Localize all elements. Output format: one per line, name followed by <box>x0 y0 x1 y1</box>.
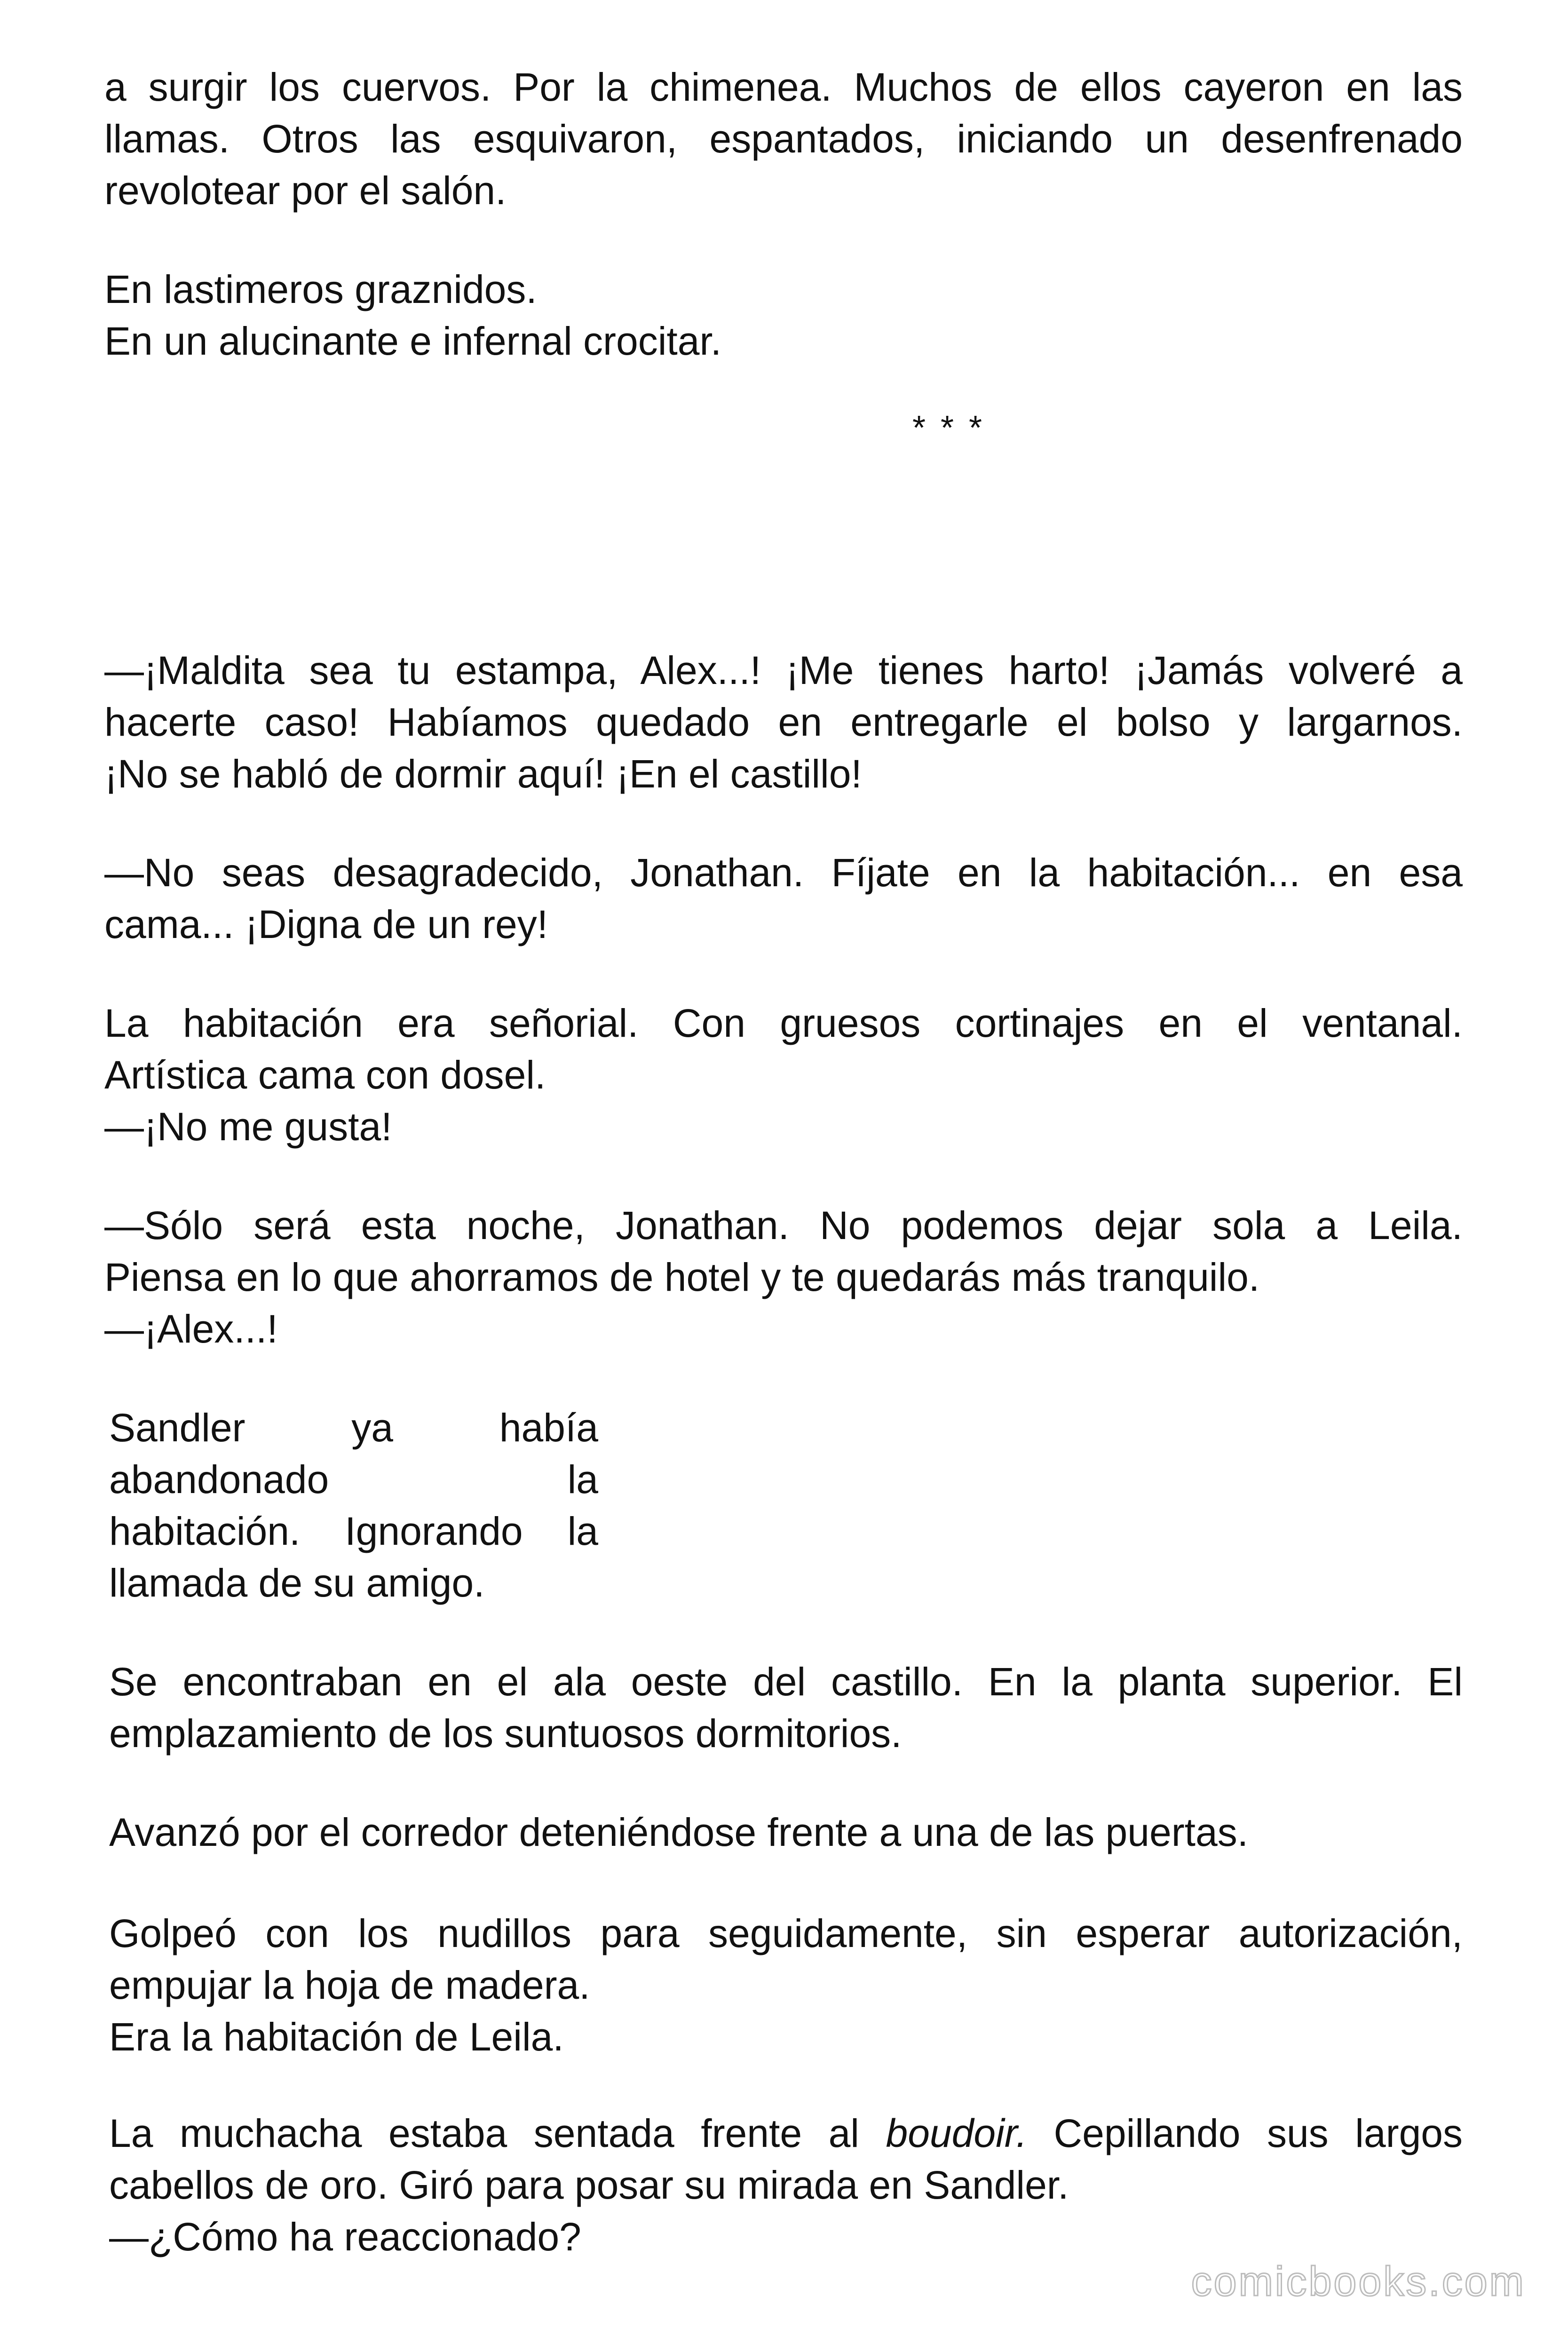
text-line: a surgir los cuervos. Por la chimenea. Muchos de ellos cayeron en las <box>104 65 1463 109</box>
text-line: Avanzó por el corredor deteniéndose frente a una de las puertas. <box>109 1810 1249 1854</box>
paragraph-maldita <box>104 644 1463 800</box>
text-line: abandonado la <box>109 1457 598 1502</box>
text-line: —¡Alex...! <box>104 1307 278 1351</box>
paragraph-muchacha <box>109 2107 1463 2263</box>
text-line: En lastimeros graznidos. <box>104 267 537 311</box>
paragraph-esta-noche <box>104 1200 1463 1355</box>
text-line: Se encontraban en el ala oeste del castillo. En la planta superior. El <box>109 1660 1463 1704</box>
text-line: —¡Maldita sea tu estampa, Alex...! ¡Me tienes harto! ¡Jamás volveré a <box>104 648 1463 692</box>
text-line: ¡No se habló de dormir aquí! ¡En el castillo! <box>104 752 862 796</box>
text-line: Piensa en lo que ahorramos de hotel y te quedarás más tranquilo. <box>104 1255 1260 1299</box>
text-line: —¡No me gusta! <box>104 1104 392 1149</box>
text-line: Golpeó con los nudillos para seguidamente, sin esperar autorización, <box>109 1911 1463 1955</box>
text-line: Artística cama con dosel. <box>104 1053 546 1097</box>
text-line: La habitación era señorial. Con gruesos cortinajes en el ventanal. <box>104 1001 1463 1045</box>
paragraph-corredor <box>109 1806 1463 1858</box>
paragraph-sandler <box>109 1402 598 1609</box>
text-line: En un alucinante e infernal crocitar. <box>104 319 722 363</box>
text-run: La muchacha estaba sentada frente al <box>109 2111 886 2155</box>
text-line: revolotear por el salón. <box>104 168 507 213</box>
text-line: Sandler ya había <box>109 1406 598 1450</box>
text-line: cabellos de oro. Giró para posar su mirada en Sandler. <box>109 2163 1069 2207</box>
text-line: hacerte caso! Habíamos quedado en entregarle el bolso y largarnos. <box>104 700 1463 744</box>
text-line: habitación. Ignorando la <box>109 1509 598 1553</box>
text-line: Era la habitación de Leila. <box>109 2015 564 2059</box>
text-line: llamada de su amigo. <box>109 1561 485 1605</box>
text-line: cama... ¡Digna de un rey! <box>104 902 548 946</box>
text-run: Cepillando sus largos <box>1027 2111 1463 2155</box>
text-line: empujar la hoja de madera. <box>109 1963 590 2007</box>
text-line <box>109 2107 1463 2159</box>
paragraph-golpeo <box>109 1907 1463 2063</box>
italic-word: boudoir. <box>886 2111 1027 2155</box>
text-line: llamas. Otros las esquivaron, espantados, iniciando un desenfrenado <box>104 117 1463 161</box>
text-line: —¿Cómo ha reaccionado? <box>109 2215 581 2259</box>
text-line: —Sólo será esta noche, Jonathan. No podemos dejar sola a Leila. <box>104 1203 1463 1248</box>
text-line: —No seas desagradecido, Jonathan. Fíjate en la habitación... en esa <box>104 850 1463 895</box>
text-line: emplazamiento de los suntuosos dormitorios. <box>109 1711 902 1756</box>
paragraph-desagradecido <box>104 847 1463 950</box>
paragraph-crows <box>104 61 1463 216</box>
paragraph-ala-oeste <box>109 1656 1463 1759</box>
paragraph-senorial <box>104 997 1463 1152</box>
paragraph-graznidos <box>104 263 1463 367</box>
scene-break: * * * <box>912 409 985 447</box>
watermark-logo: comicbooks.com <box>1191 2258 1526 2304</box>
